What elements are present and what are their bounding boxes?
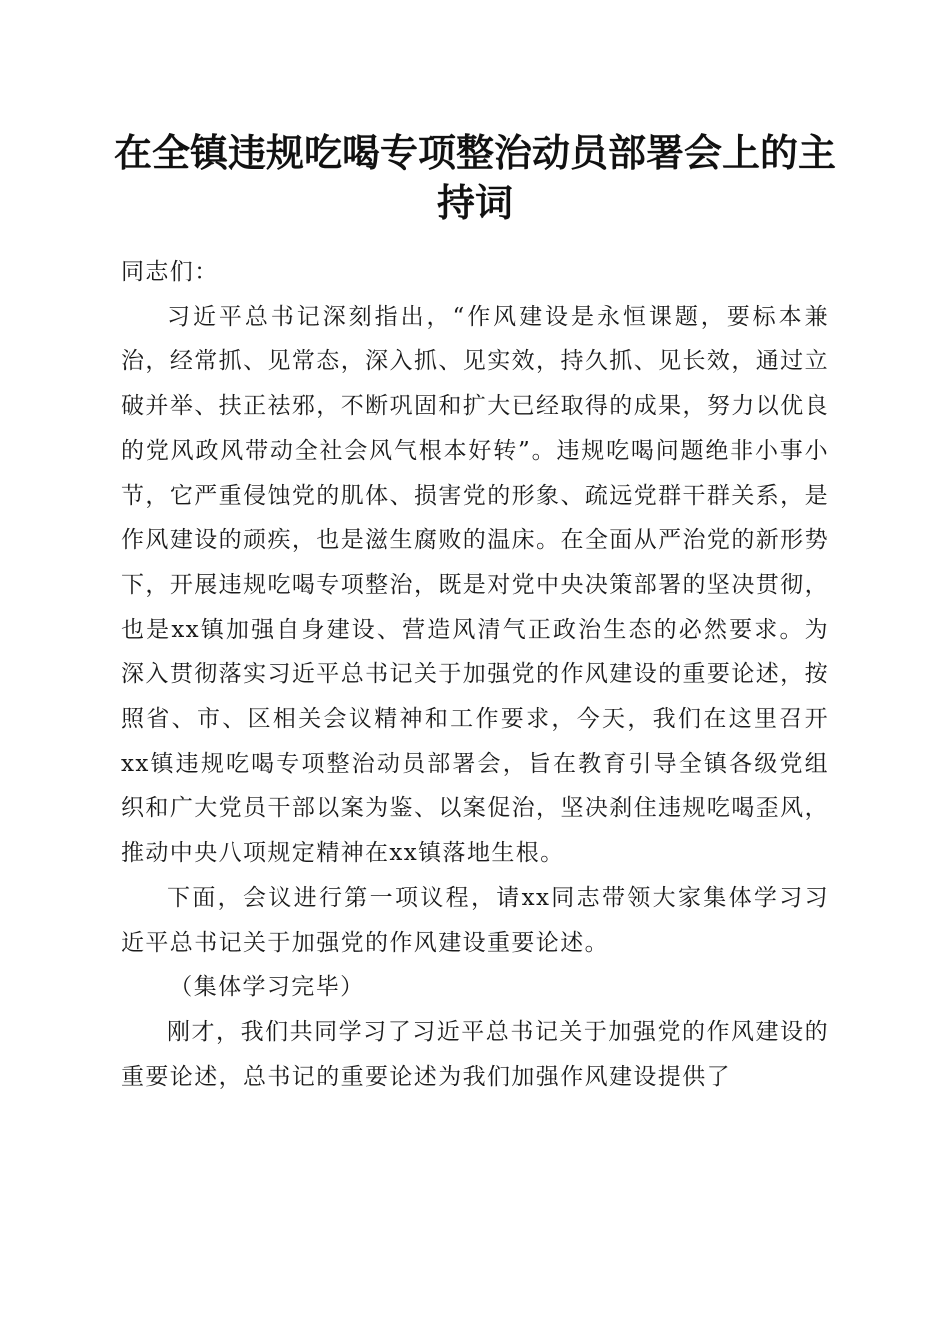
document-title: 在全镇违规吃喝专项整治动员部署会上的主持词 [113, 130, 836, 225]
salutation: 同志们： [121, 259, 219, 285]
paragraph-closing: 刚才，我们共同学习了习近平总书记关于加强党的作风建设的重要论述，总书记的重要论述为我们加强作风建设提供了 [121, 1018, 829, 1090]
paragraph-intro: 习近平总书记深刻指出，“作风建设是永恒课题，要标本兼治，经常抓、见常态，深入抓、见实效，持久抓、见长效，通过立破并举、扶正祛邪，不断巩固和扩大已经取得的成果，努力以优良的党风政风带动全社会风气根本好转”。违规吃喝问题绝非小事小节，它严重侵蚀党的肌体、损害党的形象、疏远党群干群关系，是作风建设的顽疾，也是滋生腐败的温床。在全面从严治党的新形势下，开展违规吃喝专项整治，既是对党中央决策部署的坚决贯彻，也是xx镇加强自身建设、营造风清气正政治生态的必然要求。为深入贯彻落实习近平总书记关于加强党的作风建设的重要论述，按照省、市、区相关会议精神和工作要求，今天，我们在这里召开xx镇违规吃喝专项整治动员部署会，旨在教育引导全镇各级党组织和广大党员干部以案为鉴、以案促治，坚决刹住违规吃喝歪风，推动中央八项规定精神在xx镇落地生根。 [121, 303, 829, 867]
paragraph-agenda: 下面，会议进行第一项议程，请xx同志带领大家集体学习习近平总书记关于加强党的作风建设重要论述。 [121, 884, 829, 956]
stage-note: （集体学习完毕） [169, 974, 365, 1001]
document-body [121, 250, 829, 1099]
